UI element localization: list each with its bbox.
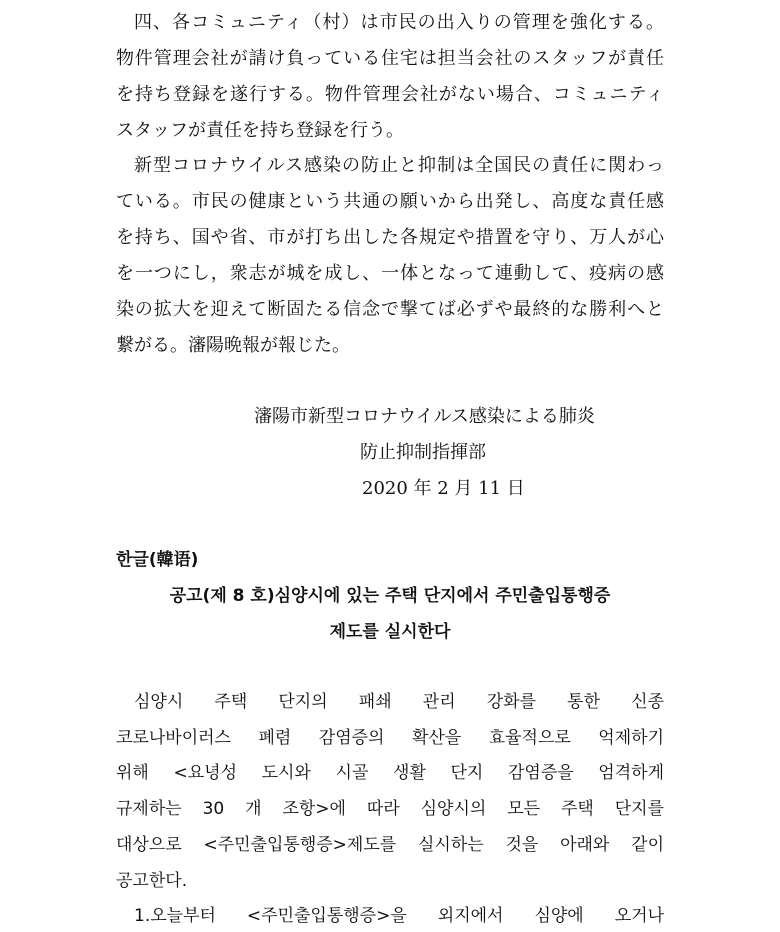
korean-title-line1: 공고(제 8 호)심양시에 있는 주택 단지에서 주민출입통행증 xyxy=(169,586,611,606)
ja-para2-line3: を持ち、国や省、市が打ち出した各規定や措置を守り、万人が心 xyxy=(116,227,664,248)
ko-para2-line1: 1.오늘부터 <주민출입통행증>을 외지에서 심양에 오거나 xyxy=(134,906,664,926)
ko-para1-line6: 공고한다. xyxy=(116,871,188,891)
ja-para1-line1: 四、各コミュニティ（村）は市民の出入りの管理を強化する。 xyxy=(134,12,664,33)
ko-para1-line1: 심양시 주택 단지의 패쇄 관리 강화를 통한 신종 xyxy=(134,692,664,712)
ja-para1-line3: を持ち登録を遂行する。物件管理会社がない場合、コミュニティ xyxy=(116,84,664,105)
ja-para2-line6: 繋がる。瀋陽晩報が報じた。 xyxy=(116,335,350,356)
signature-organization: 瀋陽市新型コロナウイルス感染による肺炎 xyxy=(254,406,595,427)
ja-para2-line4: を一つにし，衆志が城を成し、一体となって連動して、疫病の感 xyxy=(116,263,664,284)
ja-para1-line2: 物件管理会社が請け負っている住宅は担当会社のスタッフが責任 xyxy=(116,48,664,69)
korean-section-label: 한글(韓语) xyxy=(116,550,199,570)
ko-para1-line2: 코로나바이러스 폐렴 감염증의 확산을 효율적으로 억제하기 xyxy=(116,728,664,748)
ko-para1-line4: 규제하는 30 개 조항>에 따라 심양시의 모든 주택 단지를 xyxy=(116,799,664,819)
ko-para1-line3: 위해 <요녕성 도시와 시골 생활 단지 감염증을 엄격하게 xyxy=(116,763,664,783)
ja-para2-line5: 染の拡大を迎えて断固たる信念で撃てば必ずや最終的な勝利へと xyxy=(116,299,664,320)
signature-date: 2020 年 2 月 11 日 xyxy=(362,478,525,499)
korean-title-line2: 제도를 실시한다 xyxy=(329,622,451,642)
ko-para1-line5: 대상으로 <주민출입통행증>제도를 실시하는 것을 아래와 같이 xyxy=(116,835,664,855)
ja-para2-line2: ている。市民の健康という共通の願いから出発し、高度な責任感 xyxy=(116,191,664,212)
ja-para2-line1: 新型コロナウイルス感染の防止と抑制は全国民の責任に関わっ xyxy=(134,155,664,176)
ja-para1-line4: スタッフが責任を持ち登録を行う。 xyxy=(116,120,404,141)
signature-department: 防止抑制指揮部 xyxy=(360,442,486,463)
